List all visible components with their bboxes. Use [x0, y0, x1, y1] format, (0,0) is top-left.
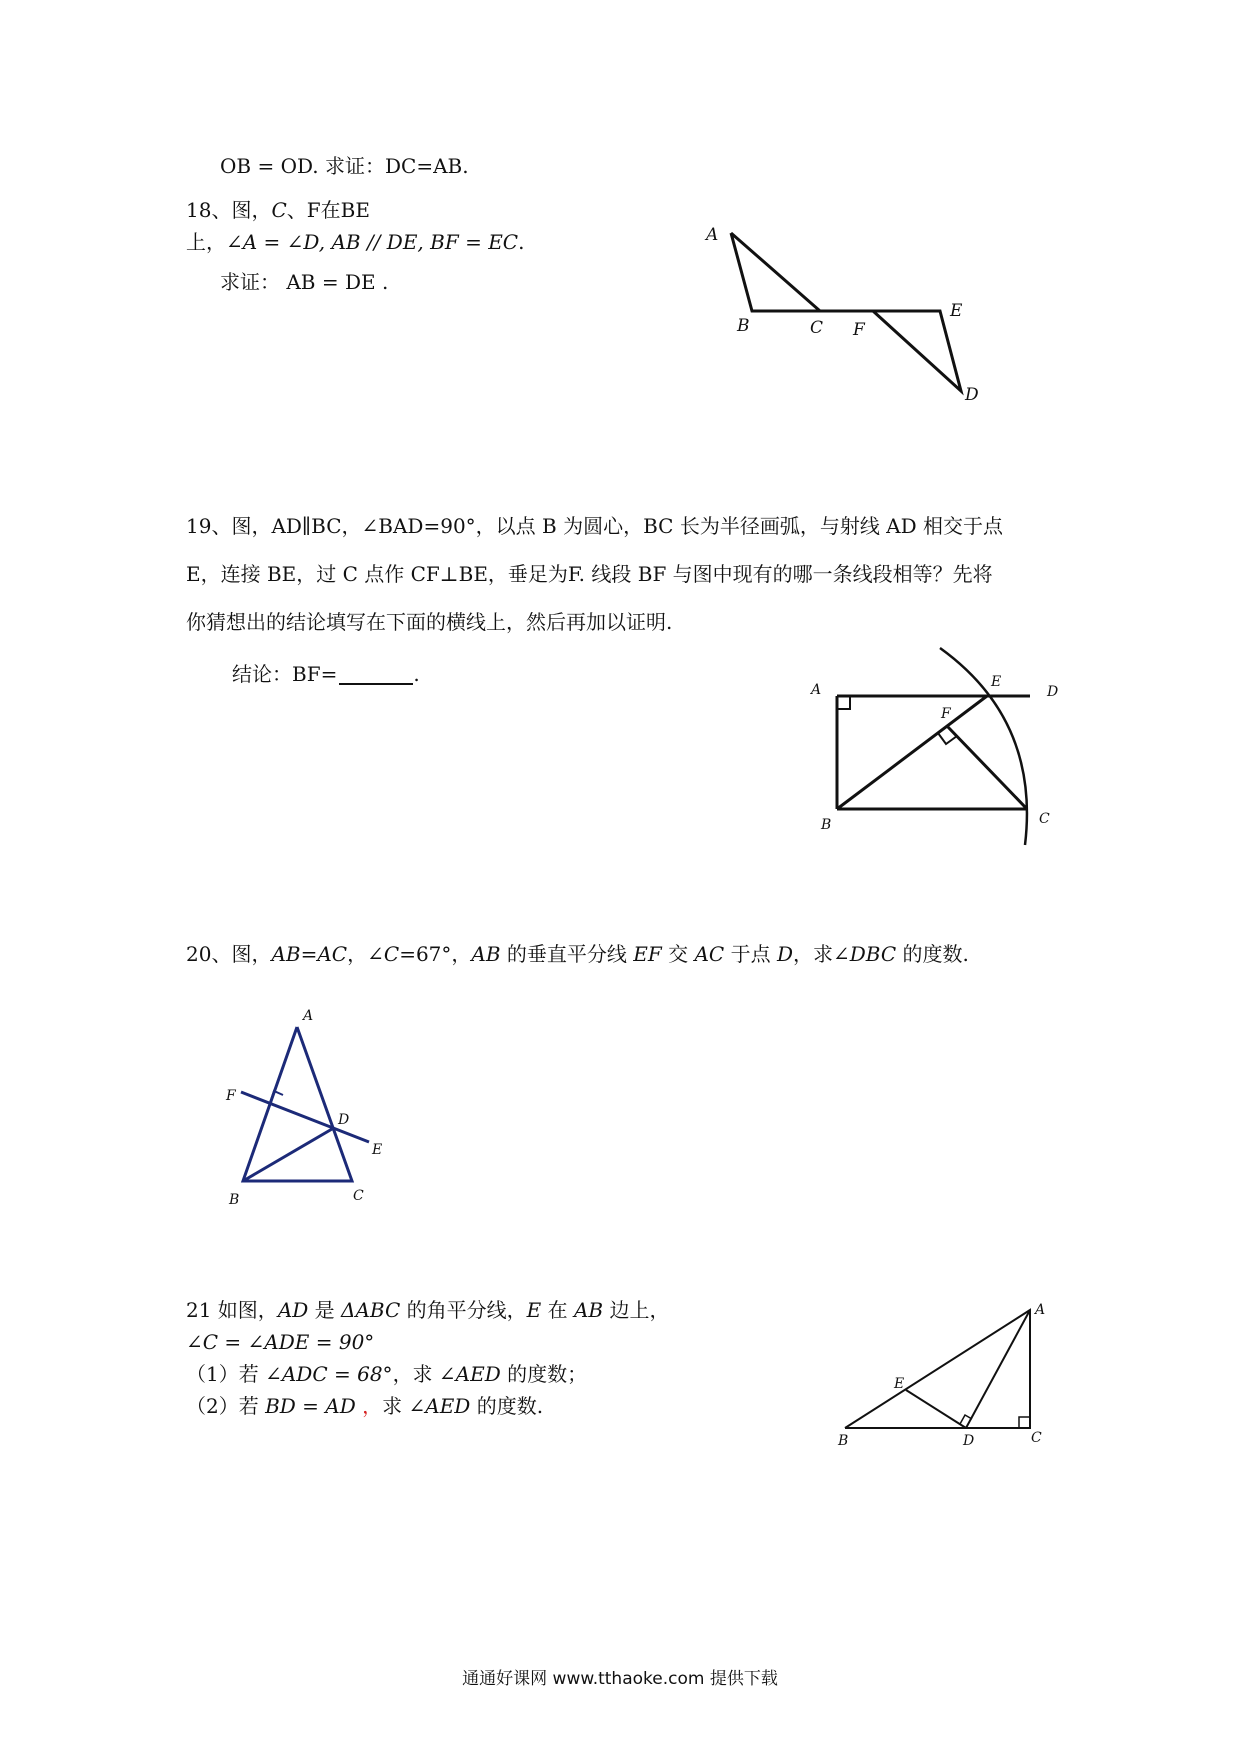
- fig19-label-f: F: [941, 706, 951, 722]
- fig18-label-f: F: [853, 320, 865, 340]
- fig20-label-b: B: [229, 1192, 240, 1208]
- fig21-label-c: C: [1031, 1430, 1042, 1446]
- q18-text: 、F在BE: [286, 198, 370, 222]
- q19-line-2: E，连接 BE，过 C 点作 CF⊥BE，垂足为F. 线段 BF 与图中现有的哪一条线段相等？先将: [186, 562, 993, 586]
- q20-text: 20、图，: [186, 942, 272, 966]
- q21-var: ∠AED: [438, 1362, 501, 1386]
- fig19-label-a: A: [811, 682, 822, 698]
- q18-proof-goal: 求证： AB = DE .: [220, 270, 389, 294]
- q21-var: BD = AD: [265, 1394, 356, 1418]
- fig19-label-e: E: [991, 674, 1002, 690]
- fig18-label-b: B: [737, 316, 750, 336]
- q19-text: .: [413, 662, 420, 686]
- fig21-label-d: D: [963, 1433, 975, 1449]
- q21-text: 的角平分线，: [400, 1298, 527, 1322]
- fig20-label-f: F: [226, 1088, 236, 1104]
- q21-var: E: [526, 1298, 542, 1322]
- fig18-label-d: D: [965, 385, 979, 405]
- fig18-label-e: E: [950, 301, 963, 321]
- q19-conclusion-label: 结论：BF=: [232, 662, 338, 686]
- q20-var: D: [776, 942, 793, 966]
- fig18-label-c: C: [810, 318, 824, 338]
- q20-text: 的垂直平分线: [500, 942, 634, 966]
- fig21-segment-ad: [966, 1310, 1030, 1428]
- fig19-label-b: B: [821, 817, 832, 833]
- q21-var: ∠ADC = 68°: [265, 1362, 393, 1386]
- q21-var: ΔABC: [341, 1298, 401, 1322]
- q18-text: 18、图，: [186, 198, 272, 222]
- page-footer: 通通好课网 www.tthaoke.com 提供下载: [462, 1669, 778, 1689]
- q21-red-comma: ，: [355, 1394, 383, 1418]
- q20-text: 的度数.: [896, 942, 969, 966]
- q21-text: 在: [541, 1298, 574, 1322]
- fig21-label-a: A: [1035, 1302, 1046, 1318]
- q21-text: 是: [308, 1298, 342, 1322]
- q20-text: 于点: [724, 942, 777, 966]
- q21-text: 求: [382, 1394, 409, 1418]
- fig21-right-angle-c: [1019, 1417, 1030, 1428]
- q20-var: AB: [471, 942, 501, 966]
- fig21-label-e: E: [894, 1376, 905, 1392]
- q21-var: ∠AED: [408, 1394, 471, 1418]
- q21-var: AD: [277, 1298, 309, 1322]
- fig20-label-a: A: [303, 1008, 314, 1024]
- q21-condition: ∠C = ∠ADE = 90°: [186, 1330, 375, 1354]
- q19-line-1: 19、图，AD∥BC，∠BAD=90°，以点 B 为圆心，BC 长为半径画弧，与射线 AD 相交于点: [186, 514, 1004, 538]
- q21-text: 21 如图，: [186, 1298, 278, 1322]
- q18-text: .: [518, 230, 525, 254]
- q20-text: ，∠: [347, 942, 384, 966]
- q21-text: 的度数；: [500, 1362, 588, 1386]
- q20-var: AC: [694, 942, 725, 966]
- q18-var: C: [271, 198, 287, 222]
- q20-text: 交: [661, 942, 695, 966]
- q20-var: AB=AC: [271, 942, 348, 966]
- fig19-label-d: D: [1047, 684, 1059, 700]
- q20-var: DBC: [849, 942, 897, 966]
- q18-condition: ∠A = ∠D, AB // DE, BF = EC: [226, 230, 519, 254]
- q21-text: ，求: [392, 1362, 439, 1386]
- fig21-segment-ed: [906, 1390, 966, 1428]
- q21-text: （2）若: [186, 1394, 266, 1418]
- fig20-label-e: E: [372, 1142, 383, 1158]
- fig18-label-a: A: [706, 225, 719, 245]
- fig20-label-c: C: [353, 1188, 364, 1204]
- q19-line-3: 你猜想出的结论填写在下面的横线上，然后再加以证明.: [186, 610, 673, 634]
- fig21-label-b: B: [838, 1433, 849, 1449]
- q21-text: （1）若: [186, 1362, 266, 1386]
- q21-text: 的度数.: [470, 1394, 544, 1418]
- fig19-label-c: C: [1039, 811, 1050, 827]
- q18-text: 上，: [186, 230, 226, 254]
- q20-text: =67°，: [399, 942, 472, 966]
- fig20-label-d: D: [338, 1112, 350, 1128]
- q20-text: ，求∠: [792, 942, 850, 966]
- q20-var: C: [383, 942, 400, 966]
- q21-text: 边上，: [603, 1298, 670, 1322]
- q21-var: AB: [573, 1298, 604, 1322]
- q17-tail-line: OB = OD. 求证：DC=AB.: [220, 154, 469, 178]
- q20-var: EF: [633, 942, 662, 966]
